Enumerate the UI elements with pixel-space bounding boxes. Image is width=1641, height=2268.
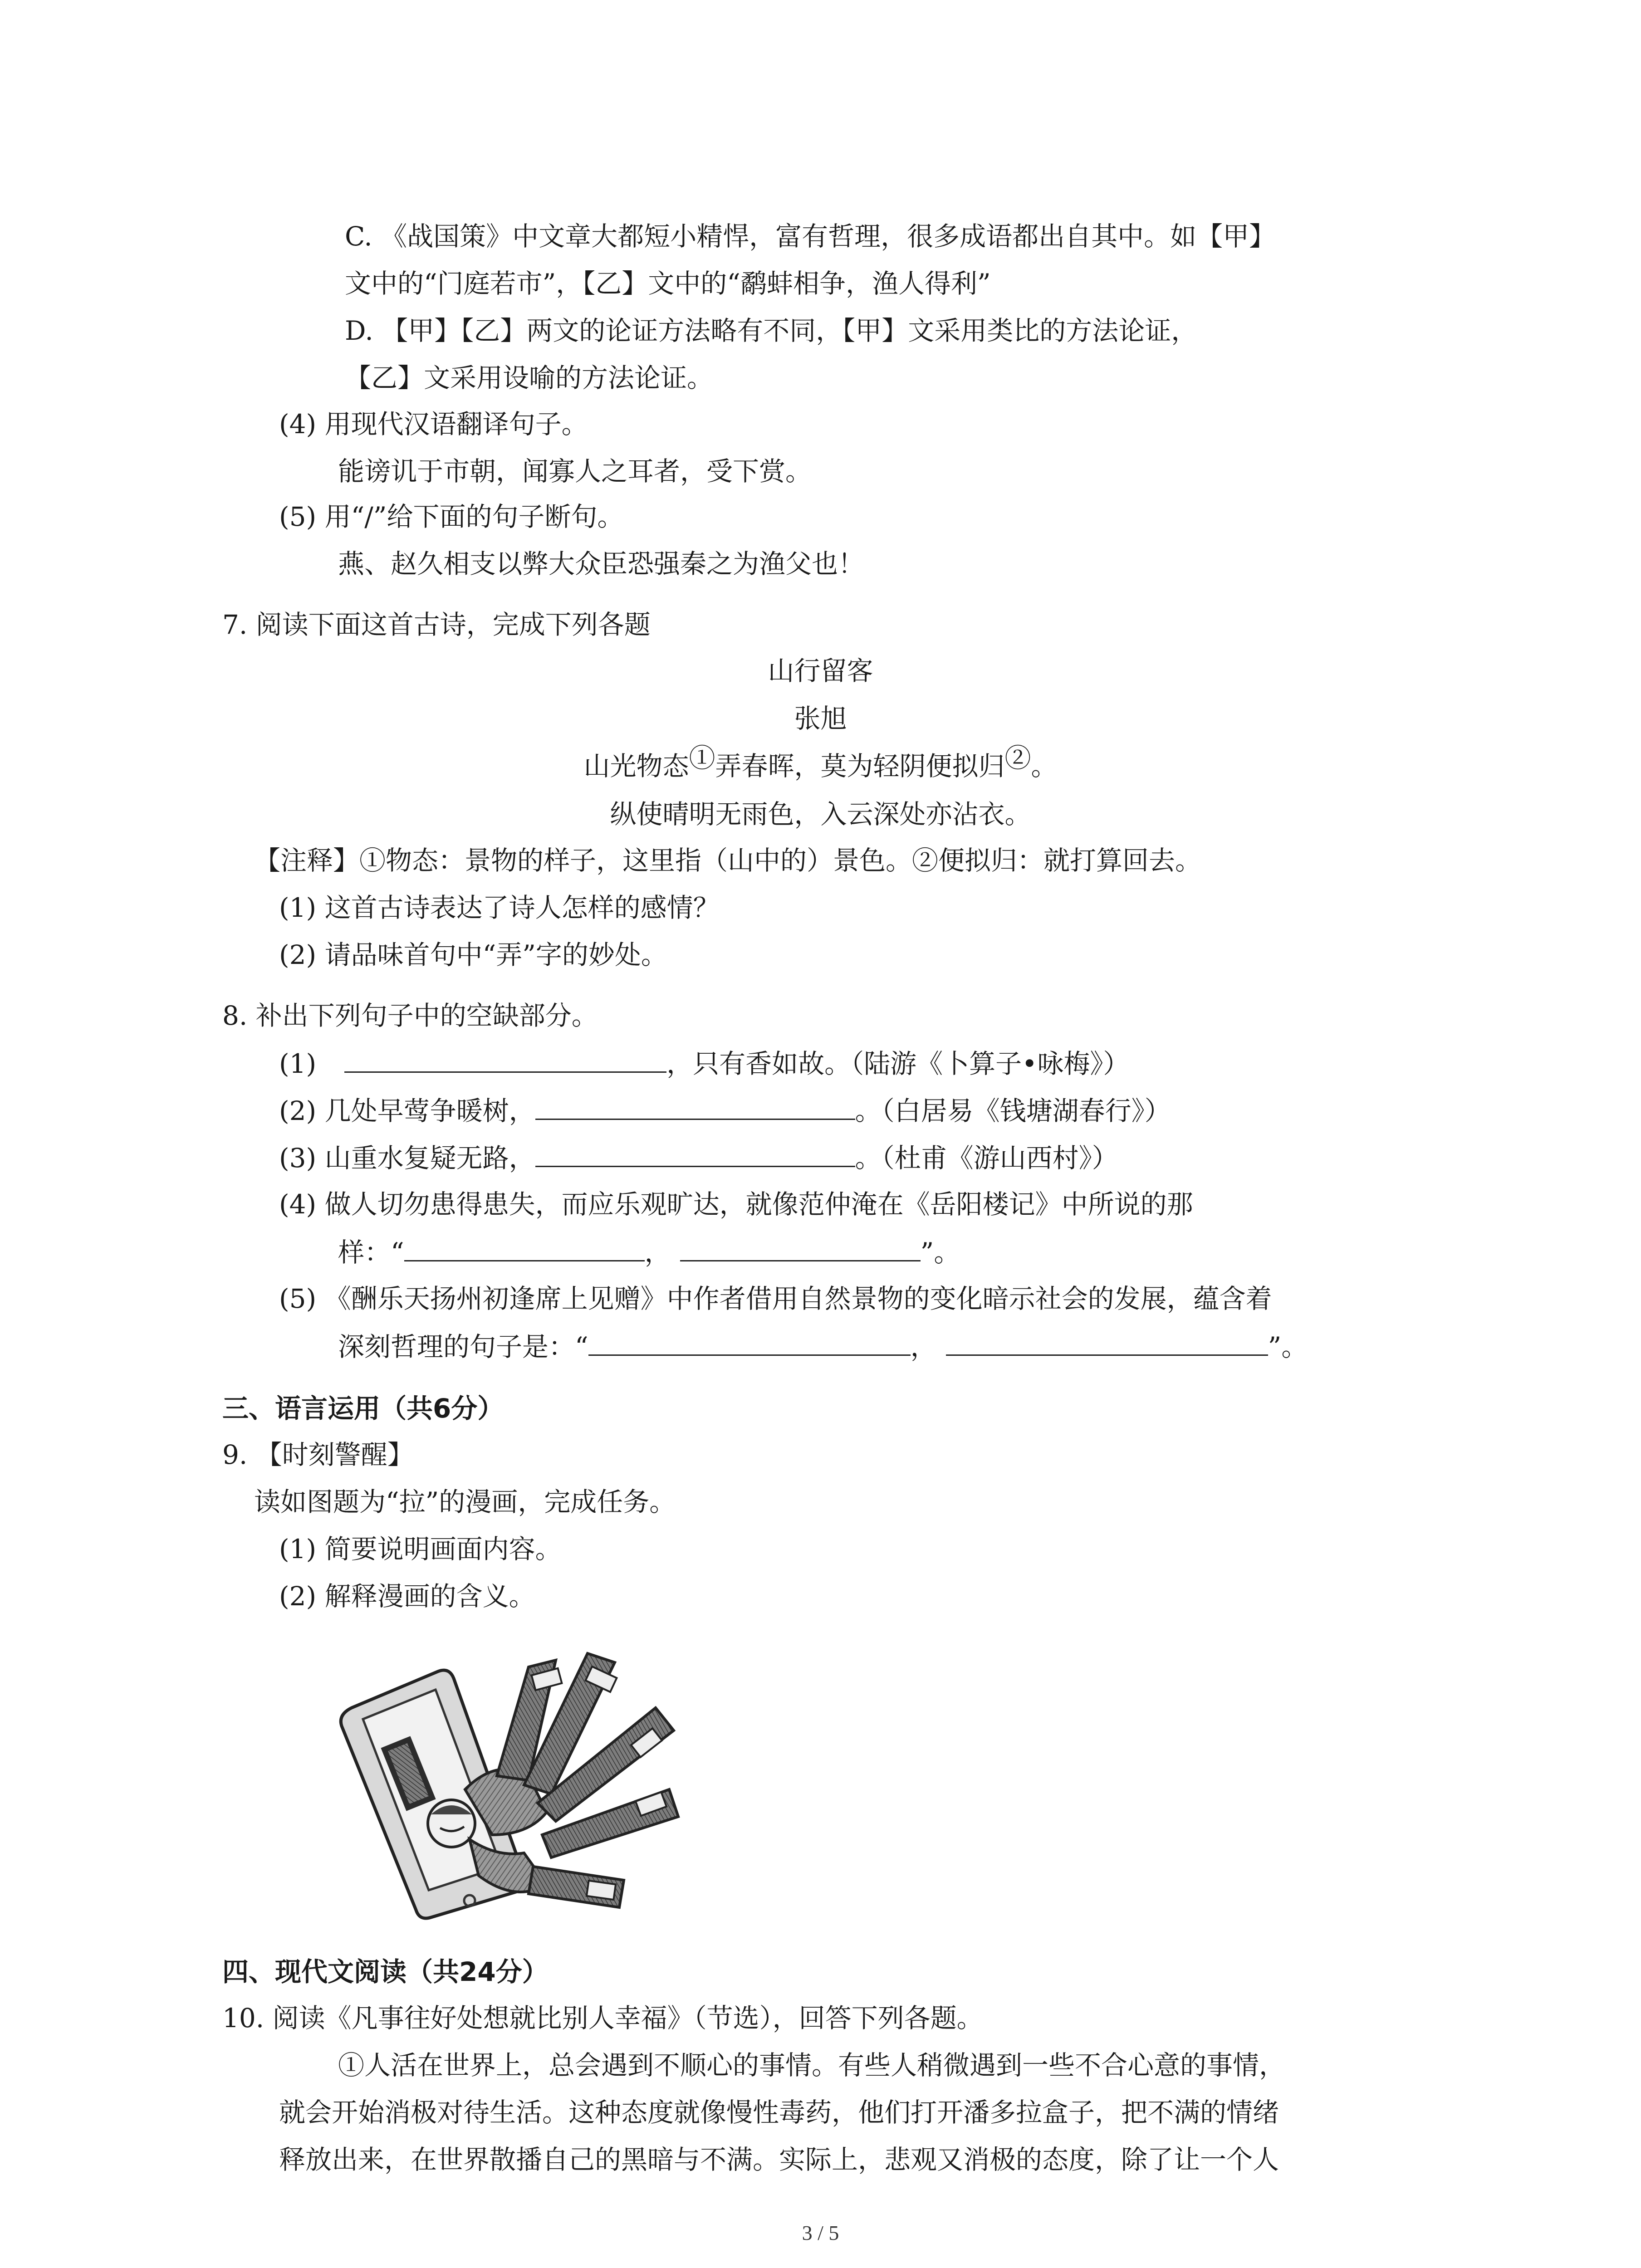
q8-s2-blank[interactable] bbox=[535, 1097, 855, 1120]
q8-s3-after: 。（杜甫《游山西村》） bbox=[855, 1143, 1118, 1173]
q8-s4-open: 样：“ bbox=[338, 1237, 404, 1268]
poem-line-1-part-c: 。 bbox=[1031, 751, 1058, 782]
poem-author: 张旭 bbox=[794, 703, 847, 734]
q6-option-d-line1: D. 【甲】【乙】两文的论证方法略有不同，【甲】文采用类比的方法论证， bbox=[345, 315, 1198, 346]
q9-sub2: (2) 解释漫画的含义。 bbox=[279, 1581, 535, 1612]
q9-sub1: (1) 简要说明画面内容。 bbox=[279, 1534, 562, 1564]
note-marker-2: ② bbox=[1004, 743, 1031, 773]
q7-sub2: (2) 请品味首句中“弄”字的妙处。 bbox=[279, 939, 667, 970]
page-number: 3 / 5 bbox=[802, 2221, 839, 2244]
q8-s4-close: ”。 bbox=[920, 1237, 960, 1268]
q9-title: 9. 【时刻警醒】 bbox=[222, 1439, 414, 1470]
q8-s1-blank[interactable] bbox=[344, 1050, 666, 1073]
q8-s1-after: ，只有香如故。（陆游《卜算子•咏梅》） bbox=[666, 1048, 1130, 1079]
q6-sub4-label: (4) 用现代汉语翻译句子。 bbox=[279, 409, 588, 440]
q8-s5-close: ”。 bbox=[1268, 1331, 1308, 1362]
q6-option-c-line1: C. 《战国策》中文章大都短小精悍，富有哲理，很多成语都出自其中。如【甲】 bbox=[345, 221, 1276, 252]
q8-s2-label: (2) 几处早莺争暖树， bbox=[279, 1095, 535, 1126]
q7-sub1: (1) 这首古诗表达了诗人怎样的感情？ bbox=[279, 892, 720, 923]
note-marker-1: ① bbox=[689, 743, 715, 773]
q8-s4-blank-1[interactable] bbox=[404, 1238, 645, 1261]
poem-title: 山行留客 bbox=[768, 655, 873, 686]
q8-s5-blank-1[interactable] bbox=[588, 1333, 911, 1356]
poem-line-1 bbox=[0, 743, 1641, 782]
poem-line-2: 纵使晴明无雨色，入云深处亦沾衣。 bbox=[610, 799, 1031, 830]
q8-s3 bbox=[279, 1144, 1118, 1171]
q8-s4-comma: ， bbox=[644, 1237, 671, 1268]
q8-s4-blank-2[interactable] bbox=[680, 1238, 921, 1261]
section-3-title: 三、语言运用（共6分） bbox=[222, 1393, 504, 1424]
q8-s5-comma: ， bbox=[910, 1331, 937, 1362]
q8-s1-label: (1) bbox=[279, 1048, 317, 1079]
q6-sub5-label: (5) 用“/”给下面的句子断句。 bbox=[279, 501, 624, 532]
q8-s5-blank-2[interactable] bbox=[946, 1333, 1268, 1356]
q8-s3-blank[interactable] bbox=[535, 1144, 855, 1167]
q8-s3-label: (3) 山重水复疑无路， bbox=[279, 1143, 535, 1173]
q6-option-c-line2: 文中的“门庭若市”，【乙】文中的“鹬蚌相争，渔人得利” bbox=[345, 268, 991, 299]
q8-s1 bbox=[279, 1050, 1129, 1077]
q6-option-d-line2: 【乙】文采用设喻的方法论证。 bbox=[345, 362, 714, 393]
q8-s2-after: 。（白居易《钱塘湖春行》） bbox=[855, 1095, 1171, 1126]
q7-stem: 7. 阅读下面这首古诗，完成下列各题 bbox=[222, 609, 651, 640]
comic-illustration bbox=[333, 1640, 692, 1926]
q6-sub5-text: 燕、赵久相支以弊大众臣恐强秦之为渔父也！ bbox=[338, 548, 865, 579]
q8-s5-line2 bbox=[338, 1333, 1308, 1360]
q8-s5-open: 深刻哲理的句子是：“ bbox=[338, 1331, 588, 1362]
paragraph-1-line-1: ①人活在世界上，总会遇到不顺心的事情。有些人稍微遇到一些不合心意的事情， bbox=[338, 2050, 1286, 2081]
poem-line-1-part-b: 弄春晖，莫为轻阴便拟归 bbox=[715, 751, 1005, 782]
poem-line-1-part-a: 山光物态 bbox=[583, 751, 689, 782]
q9-intro: 读如图题为“拉”的漫画，完成任务。 bbox=[254, 1486, 676, 1517]
q8-s4-line2 bbox=[338, 1238, 960, 1266]
paragraph-1-line-2: 就会开始消极对待生活。这种态度就像慢性毒药，他们打开潘多拉盒子，把不满的情绪 bbox=[279, 2097, 1279, 2128]
poem-annotation: 【注释】①物态：景物的样子，这里指（山中的）景色。②便拟归：就打算回去。 bbox=[254, 845, 1202, 876]
q10-stem: 10. 阅读《凡事往好处想就比别人幸福》（节选），回答下列各题。 bbox=[222, 2003, 983, 2033]
q8-s5-line1: (5) 《酬乐天扬州初逢席上见赠》中作者借用自然景物的变化暗示社会的发展，蕴含着 bbox=[279, 1283, 1272, 1314]
section-4-title: 四、现代文阅读（共24分） bbox=[222, 1956, 549, 1987]
q8-s2 bbox=[279, 1097, 1171, 1124]
q6-sub4-text: 能谤讥于市朝，闻寡人之耳者，受下赏。 bbox=[338, 456, 812, 487]
q8-s4-line1: (4) 做人切勿患得患失，而应乐观旷达，就像范仲淹在《岳阳楼记》中所说的那 bbox=[279, 1189, 1193, 1220]
q8-stem: 8. 补出下列句子中的空缺部分。 bbox=[222, 1000, 598, 1031]
paragraph-1-line-3: 释放出来，在世界散播自己的黑暗与不满。实际上，悲观又消极的态度，除了让一个人 bbox=[279, 2144, 1279, 2175]
